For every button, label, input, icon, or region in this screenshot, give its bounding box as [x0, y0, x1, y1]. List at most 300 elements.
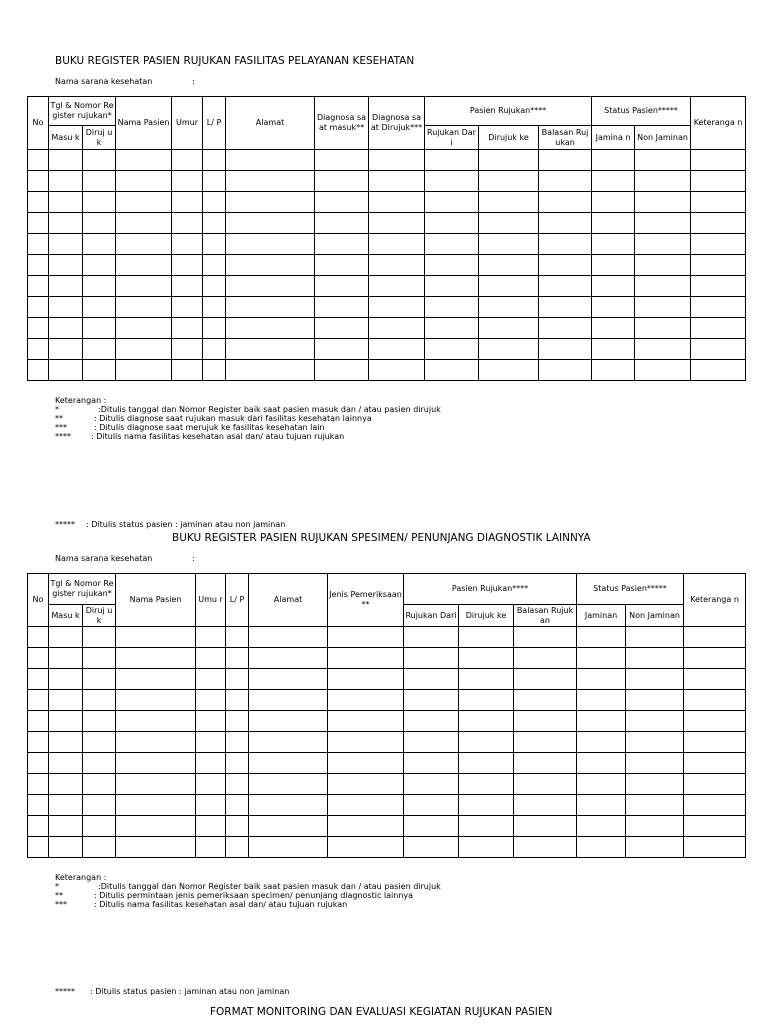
table-cell [203, 192, 226, 213]
table-cell [539, 192, 592, 213]
table-cell [116, 192, 172, 213]
header-pasien-rujukan: Pasien Rujukan**** [404, 574, 577, 605]
table-cell [479, 360, 539, 381]
table-cell [635, 297, 691, 318]
table-cell [539, 339, 592, 360]
table-cell [226, 774, 249, 795]
table-cell [425, 297, 479, 318]
table-cell [172, 339, 203, 360]
note-symbol: *** [55, 900, 67, 909]
table-cell [49, 150, 83, 171]
table-cell [226, 297, 315, 318]
table-cell [691, 318, 746, 339]
table-cell [116, 318, 172, 339]
table-cell [83, 297, 116, 318]
table-cell [196, 711, 226, 732]
table-cell [592, 150, 635, 171]
table-row [28, 318, 746, 339]
table-cell [315, 234, 369, 255]
form1-facility-label: Nama sarana kesehatan [55, 77, 153, 86]
table-cell [626, 816, 684, 837]
table-cell [514, 627, 577, 648]
table-cell [49, 318, 83, 339]
header-alamat: Alamat [249, 574, 328, 627]
table-cell [172, 255, 203, 276]
table-cell [626, 711, 684, 732]
note-text: : Ditulis nama fasilitas kesehatan asal dan/ atau tujuan rujukan [94, 900, 348, 909]
table-cell [315, 255, 369, 276]
table-cell [459, 669, 514, 690]
table-cell [28, 690, 49, 711]
note-text: : Ditulis diagnose saat rujukan masuk dari fasilitas kesehatan lainnya [94, 414, 372, 423]
table-cell [479, 171, 539, 192]
table-cell [116, 360, 172, 381]
note-symbol: ** [55, 891, 63, 900]
table-cell [328, 774, 404, 795]
table-cell [226, 276, 315, 297]
table-cell [196, 690, 226, 711]
table-cell [83, 669, 116, 690]
table-cell [328, 837, 404, 858]
form1-title: BUKU REGISTER PASIEN RUJUKAN FASILITAS PELAYANAN KESEHATAN [55, 55, 415, 67]
table-cell [328, 711, 404, 732]
table-cell [315, 318, 369, 339]
table-row [28, 837, 746, 858]
form2-title: BUKU REGISTER PASIEN RUJUKAN SPESIMEN/ PENUNJANG DIAGNOSTIK LAINNYA [172, 532, 591, 544]
table-cell [83, 171, 116, 192]
table-cell [404, 669, 459, 690]
table-cell [196, 648, 226, 669]
table-cell [28, 192, 49, 213]
table-cell [172, 360, 203, 381]
footer-title: FORMAT MONITORING DAN EVALUASI KEGIATAN RUJUKAN PASIEN [210, 1006, 553, 1018]
table-cell [116, 171, 172, 192]
table-cell [315, 339, 369, 360]
table-cell [328, 690, 404, 711]
table-cell [116, 255, 172, 276]
table-cell [49, 732, 83, 753]
header-diagnosa-masuk: Diagnosa saat masuk** [315, 97, 369, 150]
table-cell [592, 192, 635, 213]
table-cell [635, 255, 691, 276]
table-cell [28, 150, 49, 171]
table-cell [83, 816, 116, 837]
table-cell [116, 669, 196, 690]
table-cell [116, 213, 172, 234]
table-cell [28, 837, 49, 858]
table-cell [249, 732, 328, 753]
table-cell [49, 648, 83, 669]
table-cell [226, 171, 315, 192]
table-cell [226, 711, 249, 732]
table-cell [635, 234, 691, 255]
table-cell [116, 627, 196, 648]
table-cell [459, 837, 514, 858]
note-symbol: *** [55, 423, 67, 432]
table-row [28, 297, 746, 318]
table-cell [226, 150, 315, 171]
table-cell [116, 795, 196, 816]
table-cell [369, 171, 425, 192]
table-cell [203, 339, 226, 360]
table-cell [459, 753, 514, 774]
table-cell [539, 360, 592, 381]
table-cell [315, 297, 369, 318]
form1-status-note-symbol: ***** [55, 520, 75, 529]
header-pasien-rujukan: Pasien Rujukan**** [425, 97, 592, 126]
table-cell [691, 360, 746, 381]
table-cell [635, 339, 691, 360]
table-cell [459, 690, 514, 711]
form1-register-table [27, 96, 746, 381]
table-cell [684, 669, 746, 690]
table-row [28, 192, 746, 213]
table-cell [539, 234, 592, 255]
table-cell [369, 339, 425, 360]
table-cell [577, 732, 626, 753]
table-cell [577, 837, 626, 858]
table-cell [226, 648, 249, 669]
table-cell [404, 795, 459, 816]
header-jaminan: Jamina n [592, 126, 635, 150]
note-text: : Ditulis diagnose saat merujuk ke fasilitas kesehatan lain [94, 423, 325, 432]
table-cell [83, 213, 116, 234]
table-cell [196, 837, 226, 858]
table-cell [514, 711, 577, 732]
table-cell [577, 711, 626, 732]
table-cell [626, 753, 684, 774]
table-cell [172, 234, 203, 255]
table-cell [49, 711, 83, 732]
table-cell [592, 171, 635, 192]
table-cell [226, 816, 249, 837]
table-cell [28, 339, 49, 360]
table-cell [514, 795, 577, 816]
note-symbol: **** [55, 432, 71, 441]
table-cell [28, 213, 49, 234]
table-cell [249, 648, 328, 669]
note-text: :Ditulis tanggal dan Nomor Register baik saat pasien masuk dan / atau pasien dirujuk [98, 882, 441, 891]
table-cell [28, 234, 49, 255]
table-cell [539, 297, 592, 318]
table-cell [691, 150, 746, 171]
table-row [28, 339, 746, 360]
table-cell [404, 711, 459, 732]
table-cell [49, 297, 83, 318]
table-cell [691, 234, 746, 255]
table-cell [626, 648, 684, 669]
table-cell [328, 627, 404, 648]
form2-status-note-symbol: ***** [55, 987, 75, 996]
table-cell [28, 276, 49, 297]
table-cell [249, 627, 328, 648]
table-cell [592, 213, 635, 234]
table-cell [626, 669, 684, 690]
table-cell [684, 774, 746, 795]
table-cell [626, 837, 684, 858]
table-cell [539, 213, 592, 234]
table-cell [203, 171, 226, 192]
table-cell [479, 255, 539, 276]
table-cell [635, 318, 691, 339]
table-cell [539, 318, 592, 339]
table-cell [514, 669, 577, 690]
table-cell [691, 192, 746, 213]
table-cell [83, 690, 116, 711]
table-cell [404, 690, 459, 711]
table-cell [369, 276, 425, 297]
table-cell [684, 690, 746, 711]
table-cell [684, 816, 746, 837]
header-no: No [28, 97, 49, 150]
table-row [28, 669, 746, 690]
table-cell [514, 837, 577, 858]
table-cell [479, 276, 539, 297]
form2-facility-colon: : [192, 554, 195, 563]
table-cell [635, 276, 691, 297]
form2-notes [55, 873, 515, 909]
table-cell [626, 690, 684, 711]
table-cell [626, 774, 684, 795]
table-cell [83, 234, 116, 255]
table-cell [577, 816, 626, 837]
table-cell [539, 276, 592, 297]
table-cell [459, 795, 514, 816]
table-cell [49, 360, 83, 381]
table-cell [691, 339, 746, 360]
table-cell [83, 774, 116, 795]
table-row [28, 816, 746, 837]
table-cell [83, 711, 116, 732]
header-tgl-register: Tgl & Nomor Register rujukan* [49, 97, 116, 126]
note-symbol: * [55, 882, 59, 891]
table-cell [315, 213, 369, 234]
table-cell [83, 150, 116, 171]
table-cell [172, 297, 203, 318]
table-cell [425, 318, 479, 339]
table-cell [328, 795, 404, 816]
table-cell [592, 276, 635, 297]
table-cell [249, 690, 328, 711]
table-cell [514, 816, 577, 837]
table-cell [514, 774, 577, 795]
table-row [28, 255, 746, 276]
table-cell [249, 837, 328, 858]
table-cell [577, 690, 626, 711]
table-cell [226, 318, 315, 339]
table-cell [592, 360, 635, 381]
table-cell [369, 234, 425, 255]
table-cell [425, 171, 479, 192]
table-cell [684, 711, 746, 732]
table-cell [404, 627, 459, 648]
table-cell [116, 234, 172, 255]
table-cell [404, 837, 459, 858]
table-cell [116, 711, 196, 732]
header-alamat: Alamat [226, 97, 315, 150]
notes-title: Keterangan : [55, 396, 107, 405]
table-cell [116, 837, 196, 858]
table-cell [28, 318, 49, 339]
table-cell [479, 297, 539, 318]
table-row [28, 753, 746, 774]
header-keterangan: Keteranga n [684, 574, 746, 627]
table-cell [49, 774, 83, 795]
table-cell [226, 213, 315, 234]
header-masuk: Masu k [49, 126, 83, 150]
table-cell [514, 648, 577, 669]
table-cell [49, 816, 83, 837]
table-cell [83, 360, 116, 381]
table-cell [328, 753, 404, 774]
table-cell [328, 732, 404, 753]
table-cell [539, 171, 592, 192]
header-balasan-rujukan: Balasan Rujukan [539, 126, 592, 150]
table-cell [684, 837, 746, 858]
table-cell [116, 297, 172, 318]
table-cell [459, 648, 514, 669]
table-cell [83, 192, 116, 213]
table-cell [203, 297, 226, 318]
table-cell [626, 732, 684, 753]
table-cell [116, 276, 172, 297]
header-rujukan-dari: Rujukan Dari [404, 605, 459, 627]
form1-status-note-text: : Ditulis status pasien : jaminan atau non jaminan [86, 520, 286, 529]
table-cell [226, 795, 249, 816]
table-cell [196, 795, 226, 816]
table-cell [83, 837, 116, 858]
table-cell [49, 753, 83, 774]
note-text: : Ditulis permintaan jenis pemeriksaan specimen/ penunjang diagnostic lainnya [94, 891, 414, 900]
table-cell [369, 255, 425, 276]
table-cell [249, 795, 328, 816]
table-cell [459, 627, 514, 648]
header-dirujuk: Diruj uk [83, 605, 116, 627]
table-cell [514, 732, 577, 753]
table-cell [226, 690, 249, 711]
table-cell [425, 276, 479, 297]
table-cell [539, 255, 592, 276]
table-cell [49, 669, 83, 690]
table-cell [196, 732, 226, 753]
table-cell [315, 276, 369, 297]
table-cell [577, 774, 626, 795]
table-cell [196, 774, 226, 795]
table-cell [203, 234, 226, 255]
header-diagnosa-dirujuk: Diagnosa saat Dirujuk*** [369, 97, 425, 150]
table-cell [49, 837, 83, 858]
table-cell [691, 255, 746, 276]
table-row [28, 360, 746, 381]
table-cell [226, 753, 249, 774]
note-symbol: * [55, 405, 59, 414]
header-umur: Umu r [196, 574, 226, 627]
header-status-pasien: Status Pasien***** [577, 574, 684, 605]
table-cell [479, 339, 539, 360]
header-dirujuk: Diruj uk [83, 126, 116, 150]
table-cell [577, 795, 626, 816]
note-text: :Ditulis tanggal dan Nomor Register baik saat pasien masuk dan / atau pasien dirujuk [98, 405, 441, 414]
form1-facility-colon: : [192, 77, 195, 86]
table-cell [49, 339, 83, 360]
note-text: : Ditulis nama fasilitas kesehatan asal dan/ atau tujuan rujukan [91, 432, 345, 441]
table-cell [315, 192, 369, 213]
note-symbol: ** [55, 414, 63, 423]
table-cell [577, 648, 626, 669]
header-non-jaminan: Non Jaminan [635, 126, 691, 150]
table-cell [116, 339, 172, 360]
table-row [28, 150, 746, 171]
header-nama-pasien: Nama Pasien [116, 574, 196, 627]
table-cell [404, 648, 459, 669]
table-cell [28, 774, 49, 795]
table-cell [196, 816, 226, 837]
table-cell [479, 150, 539, 171]
table-cell [49, 276, 83, 297]
table-cell [226, 627, 249, 648]
table-cell [116, 732, 196, 753]
table-cell [514, 690, 577, 711]
table-cell [328, 669, 404, 690]
table-row [28, 213, 746, 234]
table-cell [425, 339, 479, 360]
table-cell [315, 360, 369, 381]
table-cell [479, 318, 539, 339]
table-cell [83, 795, 116, 816]
table-cell [226, 339, 315, 360]
table-cell [83, 276, 116, 297]
table-cell [404, 774, 459, 795]
table-cell [172, 171, 203, 192]
table-cell [172, 276, 203, 297]
header-masuk: Masu k [49, 605, 83, 627]
table-cell [49, 213, 83, 234]
form2-facility-label: Nama sarana kesehatan [55, 554, 153, 563]
table-row [28, 648, 746, 669]
table-cell [172, 318, 203, 339]
table-cell [249, 711, 328, 732]
table-cell [226, 234, 315, 255]
form2-register-table [27, 573, 746, 858]
header-tgl-register: Tgl & Nomor Register rujukan* [49, 574, 116, 605]
table-cell [49, 795, 83, 816]
table-cell [28, 711, 49, 732]
table-cell [196, 753, 226, 774]
header-rujukan-dari: Rujukan Dari [425, 126, 479, 150]
table-cell [684, 795, 746, 816]
table-cell [684, 648, 746, 669]
table-cell [83, 753, 116, 774]
table-row [28, 171, 746, 192]
table-cell [49, 690, 83, 711]
table-cell [28, 360, 49, 381]
table-cell [404, 753, 459, 774]
header-lp: L/ P [203, 97, 226, 150]
table-cell [28, 732, 49, 753]
table-cell [577, 627, 626, 648]
table-cell [459, 711, 514, 732]
table-cell [28, 627, 49, 648]
table-cell [635, 171, 691, 192]
table-cell [684, 753, 746, 774]
table-cell [369, 150, 425, 171]
table-cell [49, 627, 83, 648]
table-cell [514, 753, 577, 774]
table-cell [459, 816, 514, 837]
table-cell [83, 648, 116, 669]
table-cell [691, 276, 746, 297]
table-cell [203, 276, 226, 297]
